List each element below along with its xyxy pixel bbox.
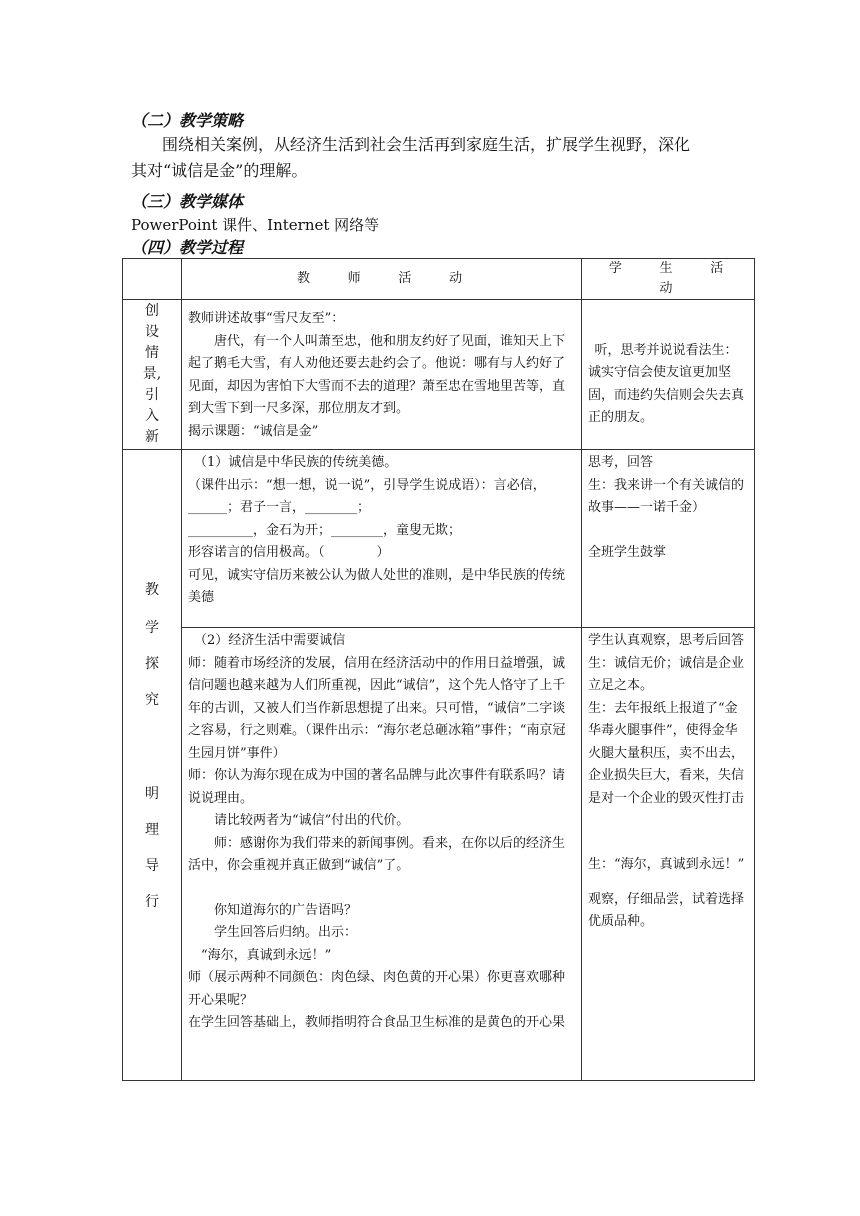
stage-label-char: 探 (145, 656, 159, 672)
table-row-economy (123, 628, 755, 1081)
student-text: 全班学生鼓掌 (588, 544, 667, 560)
table-header-row (123, 259, 755, 300)
teaching-process-table (122, 258, 761, 1081)
student-text: 生：去年报纸上报道了“金华毒火腿事件”，使得金华火腿大量积压，卖不出去，企业损失巨大，看来，失信是对一个企业的毁灭性打击 (588, 700, 745, 806)
media-heading: （三）教学媒体 (131, 192, 244, 211)
teacher-text: 在学生回答基础上，教师指明符合食品卫生标准的是黄色的开心果 (188, 1015, 566, 1031)
strategy-text-1: 围绕相关案例，从经济生活到社会生活再到家庭生活，扩展学生视野，深化 (162, 135, 691, 154)
stage-label-char: 情 (145, 345, 159, 361)
header-student-activity: 学 生 活 动 (582, 259, 755, 300)
student-text: 生：诚信无价；诚信是企业立足之本。 (588, 655, 745, 694)
student-activity-economy (582, 628, 755, 1081)
teacher-text: 你知道海尔的广告语吗？ (188, 902, 358, 918)
table-row-intro (123, 300, 755, 450)
header-teacher-activity: 教 师 活 动 (182, 259, 582, 300)
strategy-text-2: 其对“诚信是金”的理解。 (131, 161, 308, 180)
header-blank-cell (123, 259, 182, 300)
stage-label-char: 入 (145, 408, 159, 424)
stage-label-char: 学 (145, 620, 159, 636)
stage-label-char: 究 (145, 692, 159, 708)
stage-label-explore (123, 450, 182, 1081)
teacher-text: 揭示课题：“诚信是金” (188, 423, 319, 439)
teacher-text: __________，金石为开；________，童叟无欺； (188, 522, 462, 538)
teacher-text: 师：随着市场经济的发展，信用在经济活动中的作用日益增强，诚信问题也越来越为人们所重视，因此“诚信”，这个先人恪守了上千年的古训，又被人们当作新思想提了出来。只可惜，“诚信”二字谈之容易，行之则难。（课件出示：“海尔老总砸冰箱”事件；“南京冠生园月饼”事件） (188, 655, 566, 761)
stage-label-char: 行 (145, 894, 159, 910)
teacher-text: 师：你认为海尔现在成为中国的著名品牌与此次事件有联系吗？请说说理由。 (188, 768, 566, 806)
student-text: 思考，回答 (588, 455, 654, 470)
stage-label-char: 新 (145, 429, 159, 445)
teacher-text: 可见，诚实守信历来被公认为做人处世的准则，是中华民族的传统美德 (188, 567, 566, 605)
teacher-text: 形容诺言的信用极高。（ ） (188, 545, 390, 560)
teacher-text: 唐代，有一个人叫萧至忠，他和朋友约好了见面，谁知天上下起了鹅毛大雪，有人劝他还要去赴约会了。他说：哪有与人约好了见面，却因为害怕下大雪而不去的道理？萧至忠在雪地里苦等，直到大雪下到一尺多深，那位朋友才到。 (188, 333, 566, 416)
stage-label-char: 理 (145, 822, 159, 838)
teacher-text: 学生回答后归纳。出示： (188, 925, 358, 941)
student-text: 学生认真观察，思考后回答 (588, 633, 745, 649)
stage-label-char: 教 (145, 582, 159, 598)
student-activity-tradition (582, 450, 755, 628)
stage-label-char: 设 (145, 324, 159, 340)
teacher-activity-economy (182, 628, 582, 1081)
stage-label-char: 明 (145, 786, 159, 802)
teacher-text: 师：感谢你为我们带来的新闻事例。看来，在你以后的经济生活中，你会重视并真正做到“诚信”了。 (188, 835, 566, 874)
teacher-text: （2）经济生活中需要诚信 (194, 633, 346, 649)
stage-label-char: 引 (145, 387, 159, 403)
teacher-text: 教师讲述故事“雪尺友至”： (188, 311, 345, 326)
teacher-activity-intro (182, 300, 582, 450)
student-activity-intro (582, 300, 755, 450)
strategy-heading: （二）教学策略 (131, 111, 244, 130)
student-text: 听，思考并说说看法生：诚实守信会使友谊更加坚固，而违约失信则会失去真正的朋友。 (588, 342, 745, 425)
teacher-activity-tradition (182, 450, 582, 628)
media-text: PowerPoint 课件、Internet 网络等 (131, 216, 380, 234)
stage-label-intro (123, 300, 182, 450)
teacher-text: （1）诚信是中华民族的传统美德。 (194, 455, 398, 470)
teacher-text: 请比较两者为“诚信”付出的代价。 (188, 813, 410, 829)
student-text: 生：“海尔，真诚到永远！” (588, 857, 745, 873)
stage-label-char: 导 (145, 858, 159, 874)
teacher-text: （课件出示：“想一想，说一说”，引导学生说成语）：言必信，______；君子一言，________； (188, 477, 546, 515)
teacher-text: “海尔，真诚到永远！” (188, 947, 332, 963)
student-text: 观察，仔细品尝，试着选择优质品种。 (588, 891, 745, 930)
stage-label-char: 景, (142, 366, 162, 382)
stage-label-char: 创 (145, 303, 159, 319)
table-row-tradition (123, 450, 755, 628)
teacher-text: 师（展示两种不同颜色：肉色绿、肉色黄的开心果）你更喜欢哪种开心果呢？ (188, 970, 566, 1008)
process-heading: （四）教学过程 (131, 238, 244, 257)
student-text: 生：我来讲一个有关诚信的故事——一诺千金） (588, 477, 745, 515)
